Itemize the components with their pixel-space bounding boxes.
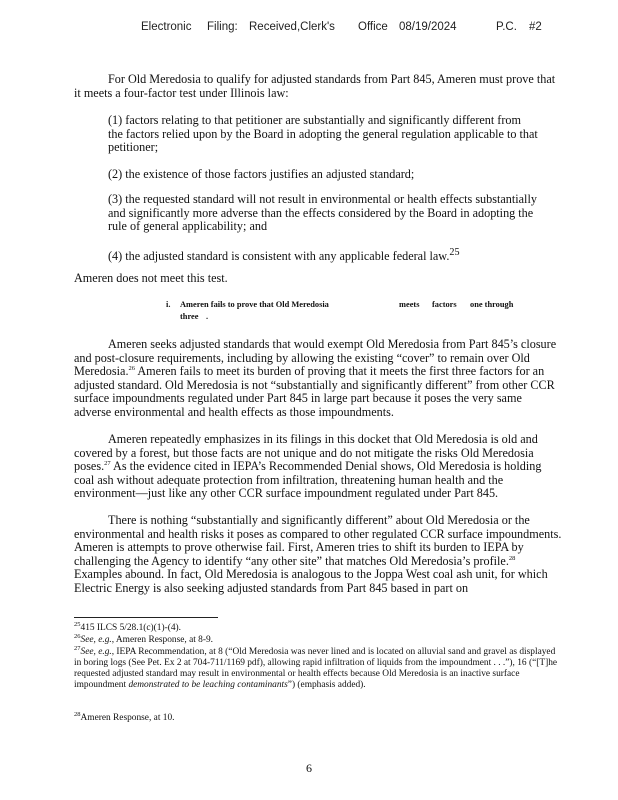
factor-1: (1) factors relating to that petitioner are substantially and significantly different from the factors relied upon by the Board in adopting the general regulation applicable to that petitioner; <box>108 113 538 155</box>
footnote-divider <box>74 617 218 618</box>
paragraph-1-b: Ameren fails to meet its burden of proving that it meets the first three factors for an adjusted standard. Old Meredosia is not “substantially and significantly different” from other CCR surface impoundments regulated under Part 845 in large part because it poses the very same adverse environmental and health effects as those impoundments. <box>74 364 555 419</box>
header-office: Office <box>358 21 388 33</box>
conclusion <box>74 272 562 286</box>
footnote-text: , IEPA Recommendation, at 8 (“Old Meredosia was never lined and is located on alluvial sand and gravel as displayed in boring logs (See Pet. Ex 2 at 704-711/1169 pdf), allowing rapid infiltration of liquids from the impoundment . . .”), 16 (“[T]he requested adjusted standard may result in environmental or health effects because Old Meredosia is an inactive surface impoundment <box>74 647 558 690</box>
header-filing: Filing: <box>207 21 238 33</box>
paragraph-1 <box>74 338 562 420</box>
factor-4 <box>108 246 538 264</box>
footnote-28 <box>74 710 564 724</box>
footnote-number: 27 <box>74 644 81 652</box>
section-heading <box>166 299 526 323</box>
footnote-number: 26 <box>74 632 81 640</box>
footnote-emphasis: demonstrated to be leaching contaminants <box>128 680 288 690</box>
footnote-25 <box>74 620 564 634</box>
footnote-signal: See, e.g. <box>80 635 112 645</box>
factor-4-text: (4) the adjusted standard is consistent with any applicable federal law. <box>108 249 450 264</box>
paragraph-2 <box>74 433 562 501</box>
footnote-26 <box>74 632 564 646</box>
footnote-ref-26[interactable]: 26 <box>128 365 135 373</box>
paragraph-3-a: There is nothing “substantially and significantly different” about Old Meredosia or the environmental and health risks it poses as compared to other regulated CCR surface impoundments. Ameren is attempts to prove otherwise fail. First, Ameren tries to shift its burden to IEPA by challenging the Agency to identify “any other site” that matches Old Meredosia’s profile. <box>74 513 562 568</box>
header-electronic: Electronic <box>141 21 192 33</box>
header-received: Received,Clerk's <box>249 21 335 33</box>
footnote-ref-28[interactable]: 28 <box>508 554 516 562</box>
footnote-number: 25 <box>74 620 81 628</box>
factor-2: (2) the existence of those factors justifies an adjusted standard; <box>108 167 415 181</box>
footnote-ref-27[interactable]: 27 <box>104 460 111 468</box>
paragraph-3 <box>74 514 562 596</box>
heading-dot: . <box>206 312 209 321</box>
header-date: 08/19/2024 <box>399 21 457 33</box>
heading-text: Ameren fails to prove that Old Meredosia <box>180 300 329 309</box>
factor-3: (3) the requested standard will not result in environmental or health effects substantially and significantly more adverse than the effects considered by the Board in adopting the rule of general applicability; and <box>108 192 537 234</box>
paragraph-2-b: As the evidence cited in IEPA’s Recommended Denial shows, Old Meredosia is holding coal ash without adequate protection from infiltration, threatening human health and the environment—just like any other CCR surface impoundment regulated under Part 845. <box>74 459 542 501</box>
header-pc-number: #2 <box>529 21 542 33</box>
footnote-text: 415 ILCS 5/28.1(c)(1)-(4). <box>80 623 181 633</box>
footnote-signal: See, e.g. <box>80 647 112 657</box>
paragraph-2-a: Ameren repeatedly emphasizes in its filings in this docket that Old Meredosia is old and covered by a forest, but those facts are not unique and do not mitigate the risks Old Meredosia poses. <box>74 432 538 474</box>
heading-numeral: i. <box>166 300 171 309</box>
heading-factors: factors <box>432 300 457 309</box>
footnote-27 <box>74 644 564 691</box>
page-number: 6 <box>306 761 312 775</box>
paragraph-1-a: Ameren seeks adjusted standards that would exempt Old Meredosia from Part 845’s closure and post-closure requirements, including by allowing the existing “cover” to remain over Old Meredosia. <box>74 337 557 379</box>
heading-three: three <box>180 312 199 321</box>
header-pc: P.C. <box>496 21 517 33</box>
intro-text: For Old Meredosia to qualify for adjusted standards from Part 845, Ameren must prove that it meets a four-factor test under Illinois law: <box>74 72 556 100</box>
paragraph-3-b: Examples abound. In fact, Old Meredosia is analogous to the Joppa West coal ash unit, for which Electric Energy is also seeking adjusted standards from Part 845 based in part on <box>74 567 548 595</box>
footnote-text: Ameren Response, at 10. <box>80 713 175 723</box>
footnote-number: 28 <box>74 710 81 718</box>
footnote-tail: ”) (emphasis added). <box>287 680 366 690</box>
footnote-text: , Ameren Response, at 8-9. <box>111 635 214 645</box>
heading-one-through: one through <box>470 300 514 309</box>
footnote-ref-25[interactable]: 25 <box>449 247 460 258</box>
conclusion-text: Ameren does not meet this test. <box>74 271 228 285</box>
intro-paragraph <box>74 73 562 100</box>
heading-meets: meets <box>399 300 420 309</box>
